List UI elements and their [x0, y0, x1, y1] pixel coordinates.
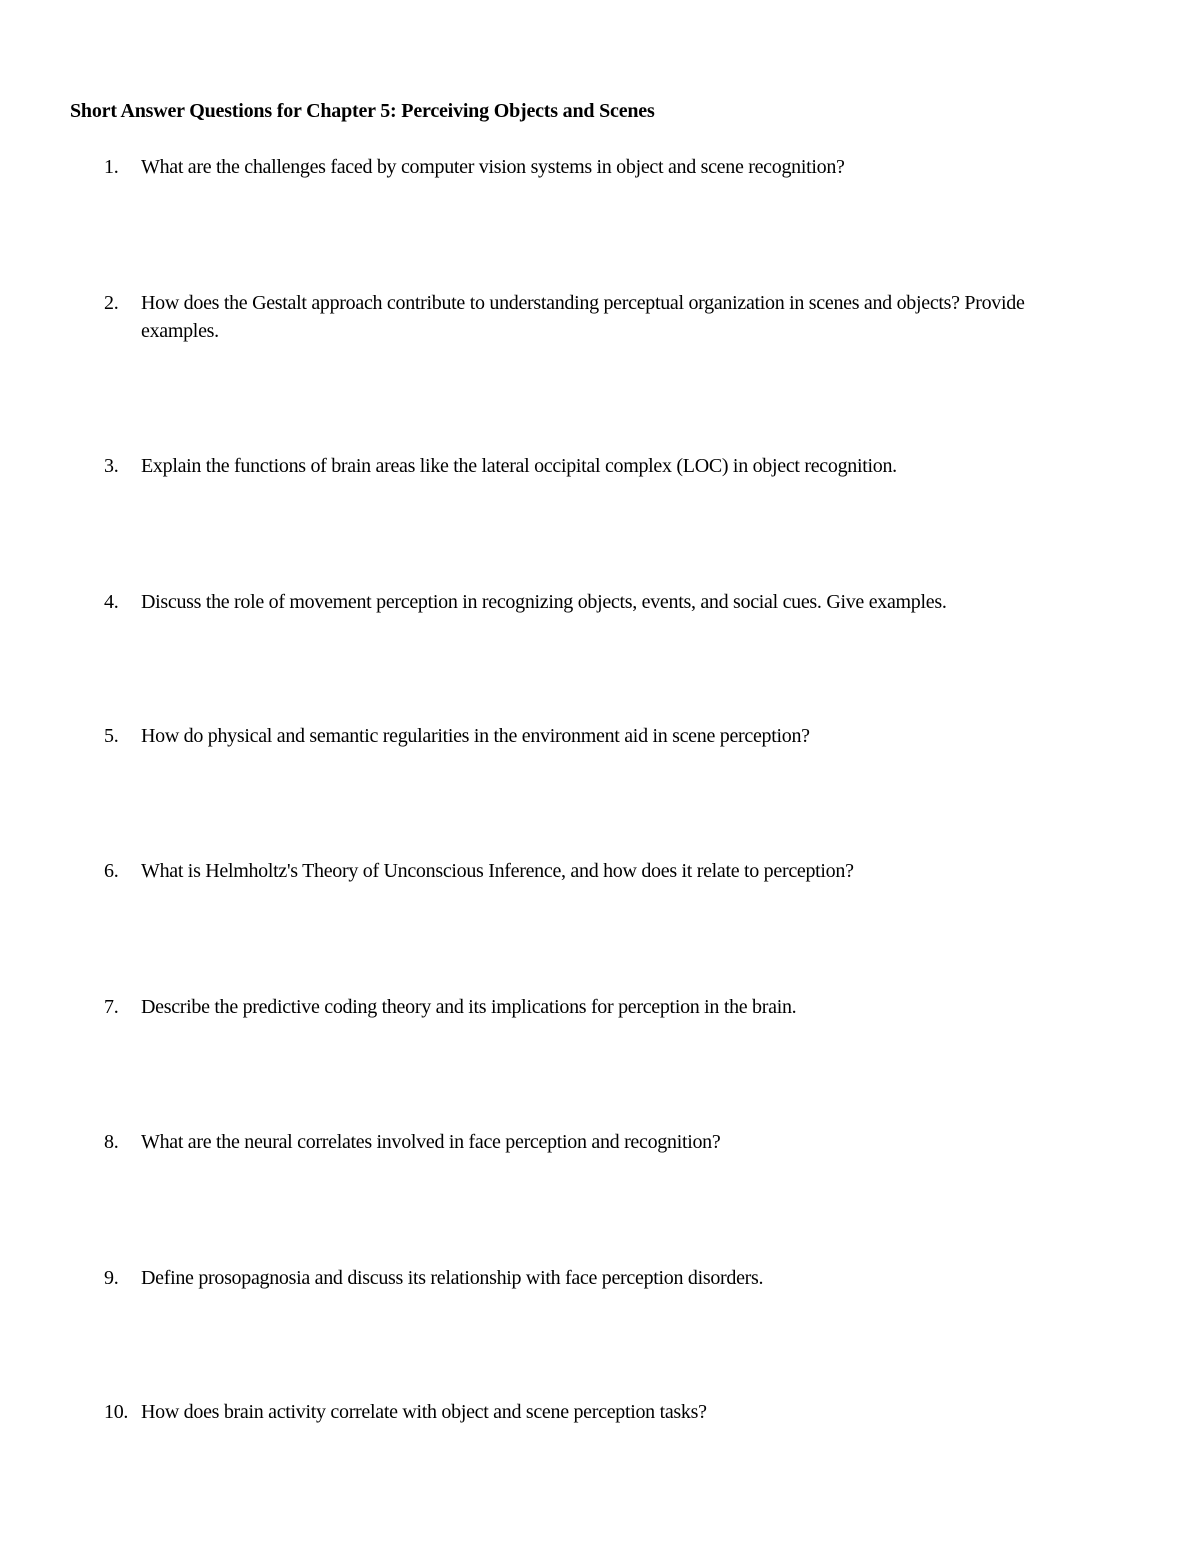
question-number: 2.: [104, 292, 119, 314]
question-item: [104, 153, 1114, 181]
question-text: How does the Gestalt approach contribute to understanding perceptual organization in scenes and objects? Provide examples.: [141, 292, 1025, 342]
question-text: Define prosopagnosia and discuss its relationship with face perception disorders.: [141, 1267, 764, 1289]
question-text: What are the neural correlates involved in face perception and recognition?: [141, 1131, 721, 1153]
question-number: 10.: [104, 1401, 129, 1423]
document-title: Short Answer Questions for Chapter 5: Perceiving Objects and Scenes: [70, 100, 655, 122]
question-item: [104, 588, 1164, 616]
question-text: Explain the functions of brain areas like the lateral occipital complex (LOC) in object recognition.: [141, 455, 897, 477]
question-item: [104, 993, 1114, 1021]
question-item: [104, 1398, 1114, 1426]
question-text: What is Helmholtz's Theory of Unconscious Inference, and how does it relate to perception?: [141, 860, 854, 882]
question-item: [104, 1128, 1114, 1156]
question-number: 5.: [104, 725, 119, 747]
question-item: [104, 289, 1094, 345]
question-text: What are the challenges faced by computer vision systems in object and scene recognition?: [141, 156, 845, 178]
question-text: Describe the predictive coding theory and its implications for perception in the brain.: [141, 996, 797, 1018]
question-text: How do physical and semantic regularities in the environment aid in scene perception?: [141, 725, 810, 747]
question-number: 4.: [104, 591, 119, 613]
question-number: 8.: [104, 1131, 119, 1153]
question-number: 9.: [104, 1267, 119, 1289]
question-text: Discuss the role of movement perception in recognizing objects, events, and social cues. Give examples.: [141, 591, 947, 613]
question-text: How does brain activity correlate with object and scene perception tasks?: [141, 1401, 707, 1423]
question-number: 7.: [104, 996, 119, 1018]
question-number: 6.: [104, 860, 119, 882]
question-item: [104, 857, 1114, 885]
question-number: 3.: [104, 455, 119, 477]
question-item: [104, 1264, 1114, 1292]
question-item: [104, 722, 1114, 750]
question-number: 1.: [104, 156, 119, 178]
question-item: [104, 452, 1114, 480]
